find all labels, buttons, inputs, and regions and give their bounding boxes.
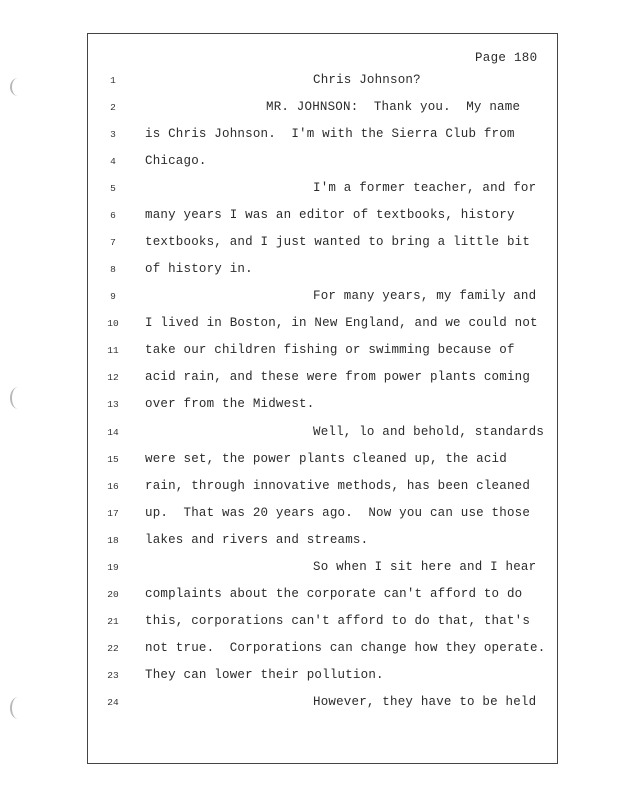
line-number: 2 [110,102,116,113]
line-number: 24 [107,697,119,708]
transcript-line: Chicago. [145,154,207,168]
line-number: 3 [110,129,116,140]
transcript-line: For many years, my family and [313,289,537,303]
line-number: 17 [107,508,119,519]
line-number: 5 [110,183,116,194]
transcript-line: I'm a former teacher, and for [313,181,537,195]
line-number: 18 [107,535,119,546]
transcript-line: complaints about the corporate can't afford to do [145,587,523,601]
transcript-line: take our children fishing or swimming because of [145,343,515,357]
line-number: 4 [110,156,116,167]
line-number: 10 [107,318,119,329]
line-number: 16 [107,481,119,492]
transcript-line: acid rain, and these were from power plants coming [145,370,531,384]
transcript-line: is Chris Johnson. I'm with the Sierra Club from [145,127,515,141]
transcript-line: were set, the power plants cleaned up, the acid [145,452,507,466]
page-number: Page 180 [475,51,538,65]
transcript-line: lakes and rivers and streams. [145,533,369,547]
transcript-line: up. That was 20 years ago. Now you can use those [145,506,531,520]
transcript-line: I lived in Boston, in New England, and we could not [145,316,538,330]
line-number: 13 [107,399,119,410]
transcript-line: over from the Midwest. [145,397,315,411]
transcript-line: Well, lo and behold, standards [313,425,545,439]
transcript-line: rain, through innovative methods, has been cleaned [145,479,531,493]
line-number: 15 [107,454,119,465]
punch-hole-bottom [10,697,26,719]
transcript-line: many years I was an editor of textbooks, history [145,208,515,222]
line-number: 19 [107,562,119,573]
transcript-line: So when I sit here and I hear [313,560,537,574]
transcript-line: not true. Corporations can change how they operate. [145,641,546,655]
line-number: 14 [107,427,119,438]
line-number: 6 [110,210,116,221]
line-number: 7 [110,237,116,248]
transcript-line: of history in. [145,262,253,276]
transcript-line: textbooks, and I just wanted to bring a little bit [145,235,531,249]
line-number: 1 [110,75,116,86]
punch-hole-top [10,78,26,96]
line-number: 9 [110,291,116,302]
transcript-line: this, corporations can't afford to do that, that's [145,614,531,628]
line-number: 12 [107,372,119,383]
transcript-line: They can lower their pollution. [145,668,384,682]
line-number: 11 [107,345,119,356]
transcript-line: Chris Johnson? [313,73,421,87]
line-number: 21 [107,616,119,627]
transcript-line: MR. JOHNSON: Thank you. My name [266,100,521,114]
line-number: 20 [107,589,119,600]
punch-hole-middle [10,387,26,409]
transcript-line: However, they have to be held [313,695,537,709]
line-number: 22 [107,643,119,654]
line-number: 8 [110,264,116,275]
line-number: 23 [107,670,119,681]
